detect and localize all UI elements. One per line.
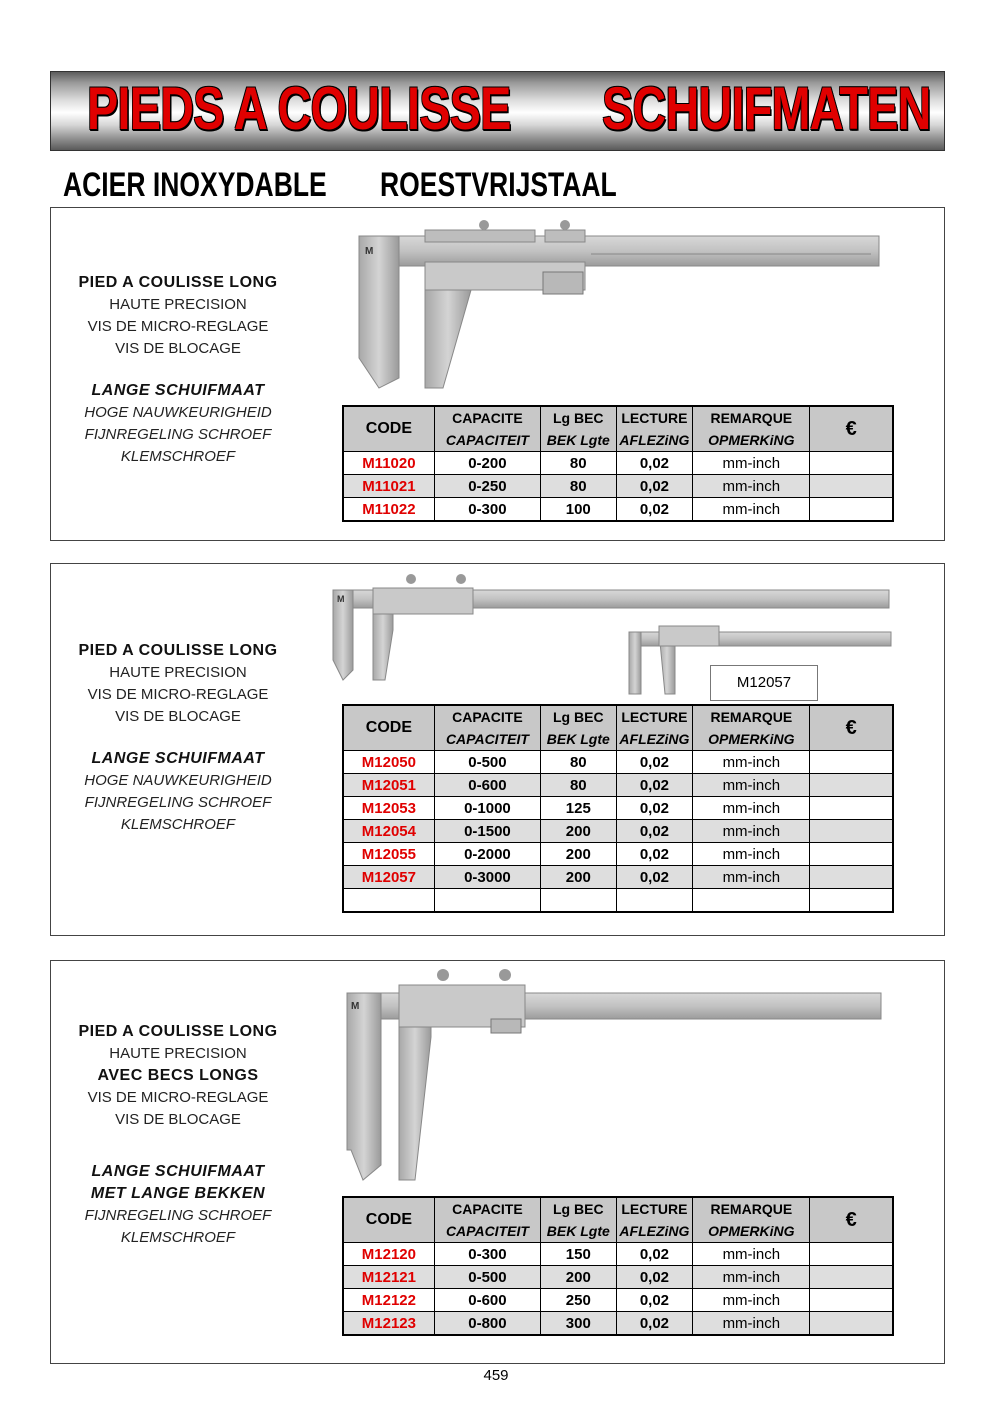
- subtitle-nl: ROESTVRIJSTAAL: [380, 166, 617, 204]
- col-lecture: LECTURE AFLEZiNG: [616, 406, 693, 452]
- desc-line: VIS DE BLOCAGE: [115, 1111, 241, 1128]
- col-remarque: REMARQUE OPMERKiNG: [693, 705, 810, 751]
- col-capacite: CAPACITE CAPACITEIT: [434, 1197, 540, 1243]
- svg-text:M: M: [365, 246, 374, 257]
- title-banner: [50, 71, 945, 151]
- banner-title-fr: PIEDS A COULISSE: [87, 75, 511, 142]
- col-price: €: [810, 1197, 893, 1243]
- table-row: M12120 0-300 150 0,02 mm-inch: [343, 1243, 893, 1266]
- desc-line-nl: KLEMSCHROEF: [120, 448, 236, 465]
- desc-line-nl: HOGE NAUWKEURIGHEID: [84, 404, 272, 421]
- table-row: M12053 0-1000 125 0,02 mm-inch: [343, 797, 893, 820]
- col-price: €: [810, 406, 893, 452]
- desc-line: HAUTE PRECISION: [109, 664, 247, 681]
- desc-line-nl: FIJNREGELING SCHROEF: [84, 1207, 272, 1224]
- table-row: M12121 0-500 200 0,02 mm-inch: [343, 1266, 893, 1289]
- col-capacite: CAPACITE CAPACITEIT: [434, 406, 540, 452]
- spec-table: [342, 704, 894, 913]
- banner-title-nl: SCHUIFMATEN: [602, 75, 931, 142]
- desc-line: HAUTE PRECISION: [109, 296, 247, 313]
- desc-line-nl: KLEMSCHROEF: [120, 1229, 236, 1246]
- col-code: CODE: [343, 406, 434, 452]
- product-description: [51, 1021, 305, 1249]
- desc-title-nl: MET LANGE BEKKEN: [90, 1185, 266, 1202]
- table-row: M12055 0-2000 200 0,02 mm-inch: [343, 843, 893, 866]
- spec-table: [342, 405, 894, 522]
- col-remarque: REMARQUE OPMERKiNG: [693, 406, 810, 452]
- table-row: M11021 0-250 80 0,02 mm-inch: [343, 475, 893, 498]
- col-lgbec: Lg BEC BEK Lgte: [541, 406, 616, 452]
- svg-text:M: M: [337, 594, 345, 604]
- caliper-image: [341, 965, 886, 1187]
- col-lgbec: Lg BEC BEK Lgte: [541, 1197, 616, 1243]
- col-code: CODE: [343, 705, 434, 751]
- desc-line: VIS DE MICRO-REGLAGE: [87, 686, 269, 703]
- desc-line: VIS DE MICRO-REGLAGE: [87, 318, 269, 335]
- desc-title-nl: LANGE SCHUIFMAAT: [91, 1163, 265, 1180]
- desc-title-nl: LANGE SCHUIFMAAT: [91, 382, 265, 399]
- svg-text:M: M: [351, 1001, 360, 1012]
- subtitle-fr: ACIER INOXYDABLE: [63, 166, 327, 204]
- col-lgbec: Lg BEC BEK Lgte: [541, 705, 616, 751]
- table-row: M12054 0-1500 200 0,02 mm-inch: [343, 820, 893, 843]
- table-row: M12050 0-500 80 0,02 mm-inch: [343, 751, 893, 774]
- table-row: M12123 0-800 300 0,02 mm-inch: [343, 1312, 893, 1336]
- col-lecture: LECTURE AFLEZiNG: [616, 705, 693, 751]
- table-row: M11022 0-300 100 0,02 mm-inch: [343, 498, 893, 522]
- table-row: M12122 0-600 250 0,02 mm-inch: [343, 1289, 893, 1312]
- desc-line-nl: FIJNREGELING SCHROEF: [84, 794, 272, 811]
- col-price: €: [810, 705, 893, 751]
- col-code: CODE: [343, 1197, 434, 1243]
- desc-title: PIED A COULISSE LONG: [78, 1023, 278, 1040]
- product-description: [51, 272, 305, 468]
- table-row: M12051 0-600 80 0,02 mm-inch: [343, 774, 893, 797]
- caliper-image: [351, 218, 891, 400]
- image-label: M12057: [710, 665, 818, 701]
- desc-line-nl: HOGE NAUWKEURIGHEID: [84, 772, 272, 789]
- table-row-empty: [343, 889, 893, 913]
- product-section-3: [50, 960, 945, 1364]
- desc-title: PIED A COULISSE LONG: [78, 274, 278, 291]
- desc-line-bold: AVEC BECS LONGS: [97, 1067, 259, 1084]
- desc-line: VIS DE BLOCAGE: [115, 340, 241, 357]
- desc-line-nl: KLEMSCHROEF: [120, 816, 236, 833]
- desc-title: PIED A COULISSE LONG: [78, 642, 278, 659]
- desc-line: VIS DE MICRO-REGLAGE: [87, 1089, 269, 1106]
- col-remarque: REMARQUE OPMERKiNG: [693, 1197, 810, 1243]
- desc-line-nl: FIJNREGELING SCHROEF: [84, 426, 272, 443]
- spec-table: [342, 1196, 894, 1336]
- col-lecture: LECTURE AFLEZiNG: [616, 1197, 693, 1243]
- col-capacite: CAPACITE CAPACITEIT: [434, 705, 540, 751]
- page-number: 459: [483, 1367, 509, 1384]
- product-description: [51, 640, 305, 836]
- product-section-2: [50, 563, 945, 936]
- table-row: M11020 0-200 80 0,02 mm-inch: [343, 452, 893, 475]
- desc-title-nl: LANGE SCHUIFMAAT: [91, 750, 265, 767]
- product-section-1: [50, 207, 945, 541]
- desc-line: HAUTE PRECISION: [109, 1045, 247, 1062]
- desc-line: VIS DE BLOCAGE: [115, 708, 241, 725]
- table-row: M12057 0-3000 200 0,02 mm-inch: [343, 866, 893, 889]
